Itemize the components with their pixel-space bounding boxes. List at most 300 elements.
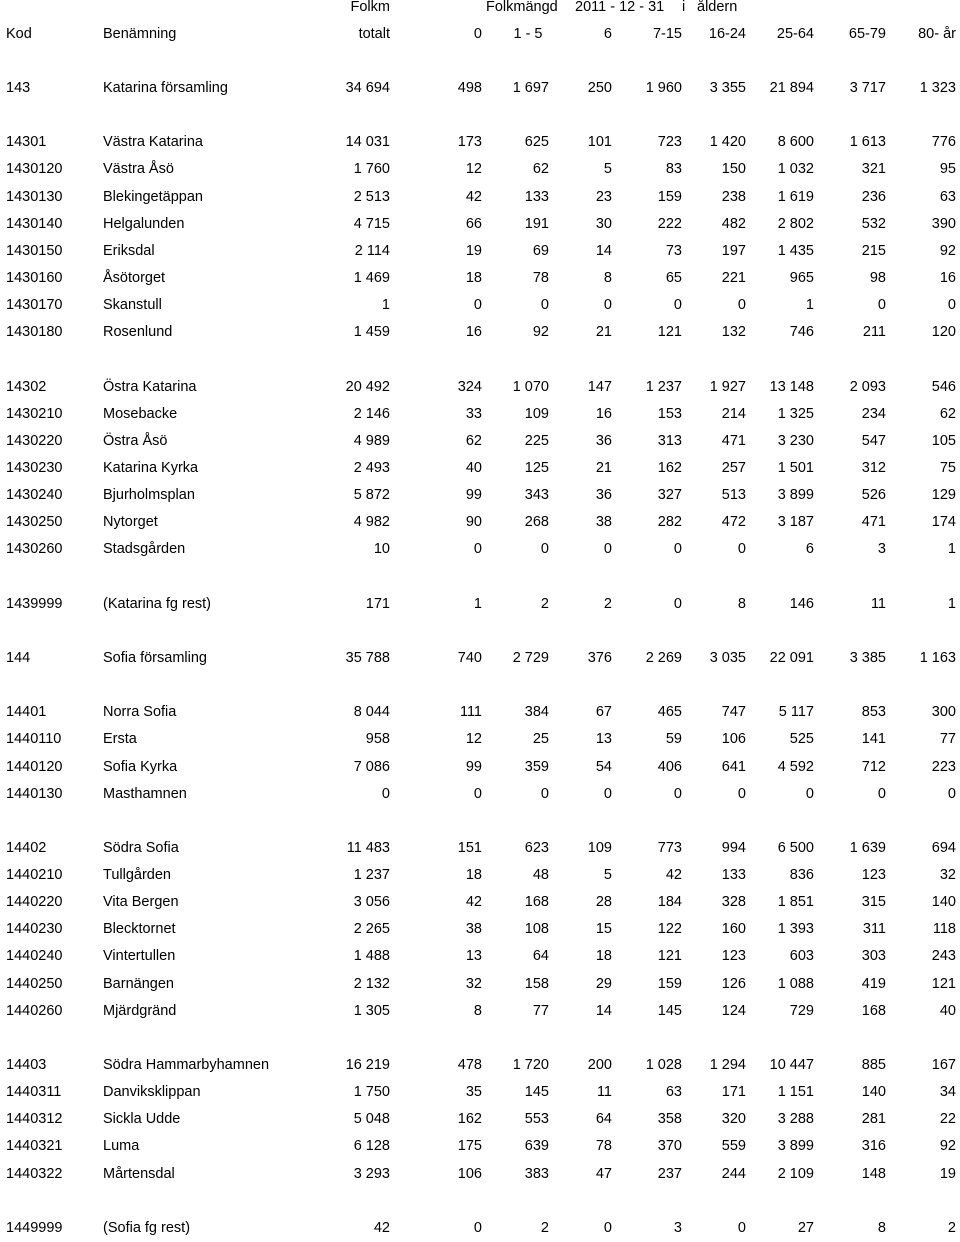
table-row: [0, 1133, 960, 1160]
cell-age-0: 13: [465, 948, 482, 965]
col-header-age-65-79: 65-79: [848, 26, 886, 42]
cell-age-25-64: 27: [797, 1219, 814, 1236]
cell-age-16-24: 238: [721, 188, 746, 205]
table-row: [0, 1215, 960, 1242]
cell-age-1-5: 625: [524, 134, 549, 151]
cell-kod: 1440230: [6, 921, 63, 938]
cell-benamning: Mosebacke: [103, 405, 178, 422]
cell-age-25-64: 746: [789, 324, 814, 341]
cell-age-0: 32: [465, 975, 482, 992]
cell-benamning: Bjurholmsplan: [103, 487, 195, 504]
cell-age-6: 0: [603, 785, 612, 802]
cell-age-16-24: 221: [721, 269, 746, 286]
cell-age-25-64: 13 148: [769, 378, 814, 395]
cell-kod: 1440130: [6, 785, 63, 802]
cell-benamning: Norra Sofia: [103, 704, 177, 721]
cell-age-6: 5: [603, 161, 612, 178]
cell-kod: 1430140: [6, 215, 63, 232]
cell-age-25-64: 729: [789, 1002, 814, 1019]
cell-age-6: 54: [595, 758, 612, 775]
cell-age-65-79: 532: [861, 215, 886, 232]
cell-totalt: 5 048: [353, 1111, 390, 1128]
table-row: [0, 889, 960, 916]
cell-age-80: 16: [939, 269, 956, 286]
cell-age-0: 0: [473, 297, 482, 314]
cell-age-25-64: 1 851: [777, 894, 814, 911]
cell-age-25-64: 965: [789, 269, 814, 286]
cell-age-1-5: 359: [524, 758, 549, 775]
cell-totalt: 16 219: [345, 1057, 390, 1074]
cell-age-80: 19: [939, 1165, 956, 1182]
cell-totalt: 1 750: [353, 1084, 390, 1101]
cell-benamning: Ersta: [103, 731, 137, 748]
cell-benamning: Östra Åsö: [103, 432, 168, 449]
cell-kod: 1430220: [6, 432, 63, 449]
cell-age-80: 243: [931, 948, 956, 965]
cell-age-25-64: 3 230: [777, 432, 814, 449]
cell-benamning: Åsötorget: [103, 269, 166, 286]
cell-age-80: 77: [939, 731, 956, 748]
cell-age-0: 498: [457, 80, 482, 96]
cell-totalt: 4 982: [353, 514, 390, 531]
cell-age-25-64: 1 619: [777, 188, 814, 205]
cell-age-6: 11: [596, 1084, 612, 1101]
cell-age-65-79: 215: [861, 242, 886, 259]
cell-age-1-5: 78: [532, 269, 549, 286]
cell-age-6: 18: [595, 948, 612, 965]
cell-age-7-15: 327: [657, 487, 682, 504]
cell-age-80: 1 163: [919, 649, 956, 666]
cell-age-0: 33: [465, 405, 482, 422]
cell-age-65-79: 471: [861, 514, 886, 531]
cell-totalt: 2 513: [353, 188, 390, 205]
cell-age-80: 0: [947, 297, 956, 314]
cell-age-6: 16: [595, 405, 612, 422]
cell-age-16-24: 106: [721, 731, 746, 748]
cell-age-0: 18: [465, 269, 482, 286]
cell-age-7-15: 83: [665, 161, 682, 178]
cell-age-25-64: 146: [789, 595, 814, 612]
cell-benamning: (Katarina fg rest): [103, 595, 211, 612]
cell-age-65-79: 316: [861, 1138, 886, 1155]
cell-age-16-24: 160: [721, 921, 746, 938]
cell-age-0: 175: [457, 1138, 482, 1155]
cell-age-0: 18: [465, 867, 482, 884]
cell-age-80: 776: [931, 134, 956, 151]
cell-benamning: Södra Sofia: [103, 839, 179, 856]
cell-age-65-79: 281: [861, 1111, 886, 1128]
cell-age-7-15: 159: [657, 188, 682, 205]
cell-age-6: 30: [595, 215, 612, 232]
cell-age-65-79: 211: [862, 324, 886, 341]
cell-age-1-5: 2 729: [512, 649, 549, 666]
cell-benamning: Östra Katarina: [103, 378, 197, 395]
cell-age-25-64: 1: [805, 297, 814, 314]
cell-kod: 1440260: [6, 1002, 63, 1019]
cell-age-6: 0: [603, 297, 612, 314]
cell-age-16-24: 124: [721, 1002, 746, 1019]
cell-age-7-15: 465: [657, 704, 682, 721]
cell-age-65-79: 0: [877, 785, 886, 802]
cell-age-1-5: 168: [524, 894, 549, 911]
cell-benamning: Västra Åsö: [103, 161, 174, 178]
table-row: [0, 591, 960, 618]
cell-age-25-64: 3 899: [777, 1138, 814, 1155]
cell-age-80: 1: [947, 595, 956, 612]
table-row: [0, 1106, 960, 1133]
cell-age-25-64: 1 393: [777, 921, 814, 938]
cell-age-6: 14: [595, 242, 612, 259]
cell-age-25-64: 1 151: [777, 1084, 814, 1101]
table-row: [0, 238, 960, 265]
cell-benamning: Masthamnen: [103, 785, 187, 802]
cell-benamning: Katarina Kyrka: [103, 459, 199, 476]
table-row: [0, 319, 960, 346]
cell-age-16-24: 214: [721, 405, 746, 422]
cell-age-7-15: 358: [657, 1111, 682, 1128]
cell-age-65-79: 526: [861, 487, 886, 504]
cell-age-7-15: 1 028: [645, 1057, 682, 1074]
cell-age-0: 0: [473, 1219, 482, 1236]
cell-age-65-79: 311: [862, 921, 886, 938]
cell-age-16-24: 244: [721, 1165, 746, 1182]
cell-age-25-64: 22 091: [769, 649, 814, 666]
cell-age-25-64: 8 600: [777, 134, 814, 151]
cell-age-6: 64: [595, 1111, 612, 1128]
cell-age-80: 22: [939, 1111, 956, 1128]
table-row: [0, 184, 960, 211]
cell-benamning: Vita Bergen: [103, 894, 179, 911]
cell-age-7-15: 159: [657, 975, 682, 992]
cell-totalt: 5 872: [353, 487, 390, 504]
cell-age-1-5: 69: [532, 242, 549, 259]
cell-age-6: 28: [595, 894, 612, 911]
cell-age-65-79: 8: [877, 1219, 886, 1236]
cell-kod: 1430120: [6, 161, 63, 178]
cell-benamning: Mjärdgränd: [103, 1002, 177, 1019]
cell-age-7-15: 184: [657, 894, 682, 911]
cell-totalt: 0: [381, 785, 390, 802]
cell-age-80: 390: [931, 215, 956, 232]
cell-age-1-5: 553: [524, 1111, 549, 1128]
table-row: [0, 726, 960, 753]
cell-totalt: 42: [373, 1219, 390, 1236]
cell-kod: 1430240: [6, 487, 63, 504]
table-row: [0, 1161, 960, 1188]
cell-age-7-15: 0: [673, 785, 682, 802]
cell-totalt: 34 694: [345, 80, 390, 96]
cell-age-80: 40: [939, 1002, 956, 1019]
table-row: [0, 265, 960, 292]
cell-kod: 1440322: [6, 1165, 63, 1182]
cell-age-6: 8: [603, 269, 612, 286]
table-row: [0, 536, 960, 563]
cell-kod: 1449999: [6, 1219, 63, 1236]
cell-kod: 1440220: [6, 894, 63, 911]
cell-age-80: 34: [939, 1084, 956, 1101]
cell-age-80: 120: [931, 324, 956, 341]
cell-age-7-15: 0: [673, 297, 682, 314]
cell-age-7-15: 723: [657, 134, 682, 151]
cell-age-1-5: 48: [532, 867, 549, 884]
cell-totalt: 7 086: [353, 758, 390, 775]
cell-totalt: 4 989: [353, 432, 390, 449]
col-header-age-7-15: 7-15: [652, 26, 682, 42]
cell-benamning: Södra Hammarbyhamnen: [103, 1057, 270, 1074]
cell-totalt: 958: [365, 731, 390, 748]
cell-totalt: 1 469: [353, 269, 390, 286]
cell-age-16-24: 482: [721, 215, 746, 232]
cell-age-0: 1: [473, 595, 482, 612]
table-row: [0, 211, 960, 238]
table-row: [0, 699, 960, 726]
cell-age-65-79: 712: [861, 758, 886, 775]
cell-age-0: 740: [457, 649, 482, 666]
cell-benamning: Stadsgården: [103, 541, 186, 558]
cell-age-25-64: 6: [805, 541, 814, 558]
cell-age-65-79: 3 717: [849, 80, 886, 96]
header-i: i: [682, 0, 686, 15]
cell-age-25-64: 5 117: [778, 704, 814, 721]
cell-age-0: 40: [465, 459, 482, 476]
cell-age-6: 36: [595, 487, 612, 504]
cell-age-65-79: 148: [861, 1165, 886, 1182]
cell-age-0: 162: [457, 1111, 482, 1128]
cell-age-65-79: 547: [861, 432, 886, 449]
cell-age-6: 29: [595, 975, 612, 992]
col-header-totalt: totalt: [358, 26, 390, 42]
cell-age-16-24: 0: [737, 785, 746, 802]
cell-age-16-24: 328: [721, 894, 746, 911]
cell-age-16-24: 1 420: [709, 134, 746, 151]
cell-age-0: 16: [465, 324, 482, 341]
cell-age-1-5: 343: [524, 487, 549, 504]
cell-age-25-64: 836: [789, 867, 814, 884]
cell-kod: 1430230: [6, 459, 63, 476]
cell-kod: 1430180: [6, 324, 63, 341]
cell-age-80: 32: [939, 867, 956, 884]
cell-age-80: 300: [931, 704, 956, 721]
cell-age-6: 67: [595, 704, 612, 721]
cell-totalt: 6 128: [353, 1138, 390, 1155]
cell-age-80: 1: [947, 541, 956, 558]
cell-age-25-64: 1 435: [777, 242, 814, 259]
cell-benamning: Barnängen: [103, 975, 174, 992]
cell-age-80: 118: [932, 921, 956, 938]
table-row: [0, 971, 960, 998]
cell-kod: 14302: [6, 378, 47, 395]
cell-age-25-64: 0: [805, 785, 814, 802]
cell-age-80: 2: [947, 1219, 956, 1236]
cell-age-16-24: 472: [721, 514, 746, 531]
header-folkmangd: Folkmängd: [486, 0, 558, 15]
cell-age-1-5: 2: [540, 595, 549, 612]
cell-age-25-64: 3 187: [777, 514, 814, 531]
cell-age-7-15: 42: [665, 867, 682, 884]
cell-age-1-5: 1 697: [512, 80, 549, 96]
cell-totalt: 4 715: [353, 215, 390, 232]
cell-benamning: Katarina församling: [103, 80, 228, 96]
col-header-age-80: 80- år: [918, 26, 956, 42]
col-header-age-6: 6: [603, 26, 612, 42]
cell-age-1-5: 125: [524, 459, 549, 476]
cell-totalt: 10: [373, 541, 390, 558]
table-row: [0, 916, 960, 943]
cell-kod: 14401: [6, 704, 47, 721]
cell-age-1-5: 0: [540, 785, 549, 802]
cell-age-65-79: 140: [861, 1084, 886, 1101]
cell-totalt: 2 493: [353, 459, 390, 476]
cell-benamning: Danviksklippan: [103, 1084, 201, 1101]
table-row: [0, 998, 960, 1025]
cell-age-6: 13: [595, 731, 612, 748]
cell-totalt: 3 056: [353, 894, 390, 911]
cell-benamning: Luma: [103, 1138, 140, 1155]
cell-age-65-79: 0: [877, 297, 886, 314]
cell-kod: 1430260: [6, 541, 63, 558]
cell-age-6: 23: [595, 188, 612, 205]
cell-totalt: 14 031: [345, 134, 390, 151]
cell-age-1-5: 225: [524, 432, 549, 449]
table-row: [0, 156, 960, 183]
cell-age-6: 2: [603, 595, 612, 612]
cell-benamning: Sofia församling: [103, 649, 207, 666]
cell-benamning: Mårtensdal: [103, 1165, 175, 1182]
cell-age-0: 478: [457, 1057, 482, 1074]
cell-age-6: 147: [587, 378, 612, 395]
cell-age-16-24: 197: [721, 242, 746, 259]
cell-age-6: 0: [603, 1219, 612, 1236]
cell-age-65-79: 1 613: [849, 134, 886, 151]
cell-age-80: 1 323: [919, 80, 956, 96]
cell-age-7-15: 121: [657, 948, 682, 965]
cell-kod: 1440321: [6, 1138, 63, 1155]
cell-age-0: 173: [457, 134, 482, 151]
cell-age-7-15: 773: [657, 839, 682, 856]
cell-age-65-79: 3: [877, 541, 886, 558]
cell-age-65-79: 1 639: [849, 839, 886, 856]
cell-age-1-5: 639: [524, 1138, 549, 1155]
cell-kod: 1430160: [6, 269, 63, 286]
cell-age-0: 324: [457, 378, 482, 395]
cell-age-80: 121: [931, 975, 956, 992]
table-row: [0, 509, 960, 536]
cell-age-7-15: 0: [673, 595, 682, 612]
col-header-benamning: Benämning: [103, 26, 177, 42]
cell-age-7-15: 65: [665, 269, 682, 286]
cell-age-6: 47: [595, 1165, 612, 1182]
cell-age-25-64: 1 501: [777, 459, 814, 476]
cell-age-16-24: 3 355: [709, 80, 746, 96]
cell-age-0: 90: [465, 514, 482, 531]
cell-age-0: 0: [473, 541, 482, 558]
cell-age-7-15: 237: [657, 1165, 682, 1182]
cell-age-65-79: 419: [861, 975, 886, 992]
cell-age-1-5: 191: [524, 215, 549, 232]
cell-age-80: 105: [931, 432, 956, 449]
cell-age-16-24: 132: [721, 324, 746, 341]
cell-totalt: 8 044: [353, 704, 390, 721]
table-row: [0, 129, 960, 156]
cell-benamning: Sickla Udde: [103, 1111, 181, 1128]
cell-age-1-5: 25: [532, 731, 549, 748]
cell-age-65-79: 2 093: [849, 378, 886, 395]
cell-totalt: 1 237: [353, 867, 390, 884]
cell-age-65-79: 234: [861, 405, 886, 422]
cell-age-16-24: 559: [721, 1138, 746, 1155]
cell-age-16-24: 1 927: [709, 378, 746, 395]
cell-age-0: 99: [465, 487, 482, 504]
cell-age-1-5: 92: [532, 324, 549, 341]
cell-age-25-64: 21 894: [769, 80, 814, 96]
cell-age-7-15: 1 960: [645, 80, 682, 96]
cell-age-16-24: 0: [737, 1219, 746, 1236]
cell-totalt: 171: [365, 595, 390, 612]
cell-totalt: 20 492: [345, 378, 390, 395]
cell-age-7-15: 153: [657, 405, 682, 422]
cell-age-7-15: 122: [657, 921, 682, 938]
cell-age-25-64: 1 088: [777, 975, 814, 992]
cell-age-0: 0: [473, 785, 482, 802]
table-row: [0, 1079, 960, 1106]
cell-age-80: 63: [939, 188, 956, 205]
cell-kod: 1440312: [6, 1111, 63, 1128]
table-row: [0, 1052, 960, 1079]
cell-kod: 14402: [6, 839, 47, 856]
cell-age-16-24: 150: [721, 161, 746, 178]
cell-age-80: 223: [931, 758, 956, 775]
cell-age-25-64: 4 592: [777, 758, 814, 775]
cell-age-6: 38: [595, 514, 612, 531]
table-row: [0, 455, 960, 482]
cell-age-16-24: 126: [721, 975, 746, 992]
cell-age-1-5: 2: [540, 1219, 549, 1236]
cell-age-80: 95: [939, 161, 956, 178]
cell-kod: 1440311: [6, 1084, 62, 1101]
header-date: 2011 - 12 - 31: [575, 0, 665, 15]
col-header-age-25-64: 25-64: [776, 26, 814, 42]
cell-kod: 1430130: [6, 188, 63, 205]
cell-age-80: 546: [931, 378, 956, 395]
cell-benamning: Eriksdal: [103, 242, 155, 259]
cell-age-25-64: 1 325: [777, 405, 814, 422]
cell-age-65-79: 168: [861, 1002, 886, 1019]
cell-kod: 14403: [6, 1057, 47, 1074]
cell-age-16-24: 320: [721, 1111, 746, 1128]
cell-totalt: 35 788: [345, 649, 390, 666]
cell-age-16-24: 1 294: [709, 1057, 746, 1074]
cell-age-6: 101: [587, 134, 612, 151]
cell-age-1-5: 1 070: [512, 378, 549, 395]
cell-age-1-5: 108: [524, 921, 549, 938]
cell-age-7-15: 406: [657, 758, 682, 775]
cell-kod: 1430150: [6, 242, 63, 259]
cell-age-65-79: 141: [861, 731, 886, 748]
cell-age-6: 250: [587, 80, 612, 96]
cell-age-6: 15: [595, 921, 612, 938]
table-row: [0, 401, 960, 428]
cell-age-1-5: 133: [524, 188, 549, 205]
cell-age-7-15: 282: [657, 514, 682, 531]
cell-benamning: Blekingetäppan: [103, 188, 203, 205]
cell-age-7-15: 313: [657, 432, 682, 449]
cell-benamning: Västra Katarina: [103, 134, 203, 151]
cell-age-6: 376: [587, 649, 612, 666]
cell-benamning: Helgalunden: [103, 215, 185, 232]
table-row: [0, 862, 960, 889]
cell-age-25-64: 525: [789, 731, 814, 748]
cell-age-65-79: 98: [869, 269, 886, 286]
